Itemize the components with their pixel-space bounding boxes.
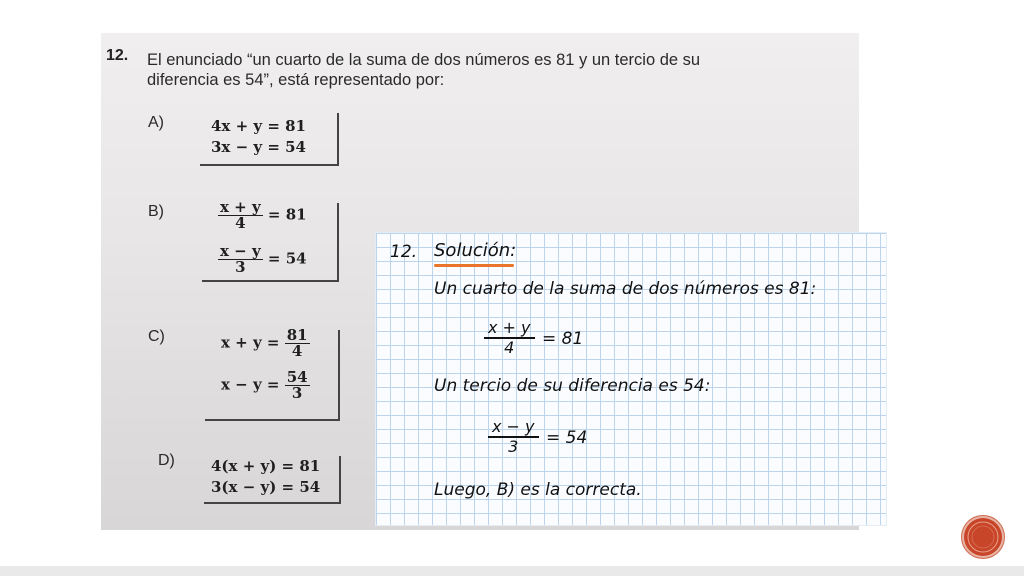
option-c-bracket	[338, 330, 340, 420]
option-a-bracket	[337, 113, 339, 164]
logo-rings-icon	[964, 518, 1002, 556]
option-c-eq1	[221, 328, 310, 359]
option-b-eq1-den: 4	[235, 214, 246, 232]
option-a-eq1: 4x + y = 81	[211, 117, 306, 135]
option-b-letter: B)	[148, 203, 164, 220]
solution-frac2-den: 3	[508, 437, 519, 456]
solution-fraction-1	[484, 319, 535, 357]
solution-frac1-den: 4	[504, 338, 515, 357]
question-statement	[147, 50, 847, 90]
option-b-eq1-num: x + y	[220, 198, 261, 216]
option-c-eq2-den: 3	[291, 384, 303, 402]
option-b-eq2	[218, 244, 307, 275]
option-c-eq2-num: 54	[286, 368, 308, 386]
solution-frac1-num: x + y	[484, 319, 535, 339]
option-c-eq2	[221, 370, 310, 401]
solution-number: 12.	[390, 242, 418, 262]
solution-line-1: Un cuarto de la suma de dos números es 81:	[434, 279, 817, 299]
option-d-underline	[204, 502, 341, 504]
title-underline	[434, 264, 514, 267]
option-d-eq2: 3(x − y) = 54	[211, 478, 321, 496]
question-number: 12.	[106, 47, 129, 64]
solution-title: Solución:	[434, 240, 517, 261]
solution-frac2-rhs: = 54	[546, 428, 588, 448]
bottom-strip	[0, 566, 1024, 576]
option-b-eq2-num: x − y	[220, 242, 261, 260]
option-b-bracket	[337, 203, 339, 281]
option-b-underline	[202, 280, 339, 282]
option-a-eq2: 3x − y = 54	[211, 138, 306, 156]
option-d-letter: D)	[158, 452, 175, 469]
solution-line-2: Un tercio de su diferencia es 54:	[434, 376, 711, 396]
option-c-eq2-lhs: x − y =	[221, 375, 280, 394]
solution-frac2-num: x − y	[488, 418, 539, 438]
option-c-letter: C)	[148, 328, 165, 345]
option-a-underline	[200, 164, 339, 166]
handwritten-solution	[376, 233, 886, 525]
option-c-underline	[205, 419, 340, 421]
solution-conclusion: Luego, B) es la correcta.	[434, 480, 642, 500]
option-a-letter: A)	[148, 114, 164, 131]
option-b-eq1-rhs: = 81	[267, 205, 307, 224]
question-line-1: El enunciado “un cuarto de la suma de dos números es 81 y un tercio de su	[147, 51, 701, 69]
option-b-eq2-rhs: = 54	[267, 249, 307, 268]
option-d-eq1: 4(x + y) = 81	[211, 457, 321, 475]
option-b-eq2-den: 3	[235, 258, 246, 276]
circular-logo-icon[interactable]	[964, 518, 1002, 556]
question-line-2: diferencia es 54”, está representado por:	[147, 71, 445, 89]
option-c-eq1-num: 81	[286, 326, 308, 344]
option-c-eq1-lhs: x + y =	[221, 333, 280, 352]
solution-frac1-rhs: = 81	[542, 329, 584, 349]
option-d-bracket	[339, 456, 341, 503]
option-b-eq1	[218, 200, 307, 231]
solution-fraction-2	[488, 418, 539, 456]
option-c-eq1-den: 4	[291, 342, 303, 360]
